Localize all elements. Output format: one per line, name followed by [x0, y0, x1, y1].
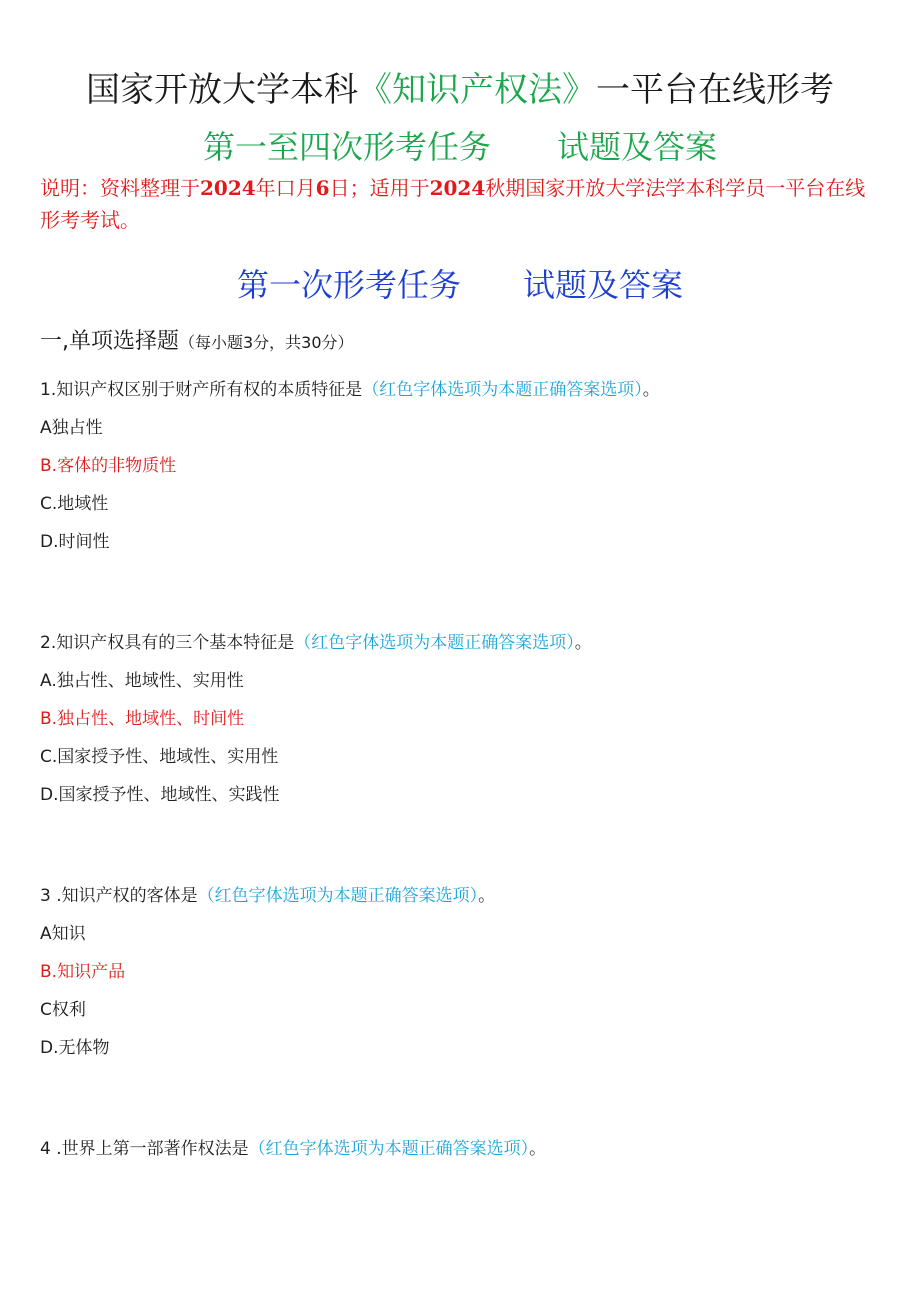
- answer-hint: （红色字体选项为本题正确答案选项）: [294, 633, 575, 653]
- question-3-text: 3 .知识产权的客体是: [40, 886, 198, 906]
- question-1-option-b-correct: B.客体的非物质性: [40, 456, 177, 476]
- question-2-text: 2.知识产权具有的三个基本特征是: [40, 633, 295, 653]
- question-3-option-a: A知识: [40, 924, 86, 944]
- question-3-option-d: D.无体物: [40, 1038, 110, 1058]
- note-text-4: 日；适用于: [329, 176, 430, 200]
- note-day: 6: [315, 176, 330, 200]
- note-text-2: 年: [255, 176, 276, 200]
- subtitle-right: 试题及答案: [557, 128, 718, 166]
- note-year-1: 2024: [200, 176, 256, 200]
- answer-hint: （红色字体选项为本题正确答案选项）: [362, 380, 643, 400]
- question-1-option-c: C.地域性: [40, 494, 109, 514]
- stem-period: 。: [478, 886, 496, 906]
- section-title-right: 试题及答案: [523, 266, 684, 304]
- question-2-option-c: C.国家授予性、地域性、实用性: [40, 747, 279, 767]
- question-3-option-b-correct: B.知识产品: [40, 962, 126, 982]
- section-title: [0, 264, 920, 306]
- title-prefix: 国家开放大学本科: [86, 70, 358, 110]
- note-month: 口: [275, 176, 296, 200]
- question-1-stem: [40, 378, 660, 402]
- stem-period: 。: [642, 380, 660, 400]
- question-1-option-a: A独占性: [40, 418, 103, 438]
- question-2-option-d: D.国家授予性、地域性、实践性: [40, 785, 280, 805]
- document-title: [0, 68, 920, 112]
- subtitle-left: 第一至四次形考任务: [202, 128, 491, 166]
- question-3-option-c: C权利: [40, 1000, 86, 1020]
- stem-period: 。: [574, 633, 592, 653]
- title-course: 《知识产权法》: [358, 70, 596, 110]
- question-4-text: 4 .世界上第一部著作权法是: [40, 1139, 249, 1159]
- description-note: [40, 172, 880, 236]
- note-text-1: 说明：资料整理于: [40, 176, 200, 200]
- question-2-option-a: A.独占性、地域性、实用性: [40, 671, 244, 691]
- document-subtitle: [0, 126, 920, 168]
- note-text-5: 秋期国家开放大学法学本科学员一平台在线形考考试。: [40, 176, 866, 232]
- question-4-stem: [40, 1137, 546, 1161]
- question-2-stem: [40, 631, 592, 655]
- note-year-2: 2024: [429, 176, 486, 200]
- question-type-heading: [40, 326, 354, 359]
- question-3-stem: [40, 884, 495, 908]
- question-1-text: 1.知识产权区别于财产所有权的本质特征是: [40, 380, 363, 400]
- question-type-score: （每小题3分，共30分）: [179, 333, 354, 352]
- section-title-left: 第一次形考任务: [236, 266, 461, 304]
- question-2-option-b-correct: B.独占性、地域性、时间性: [40, 709, 245, 729]
- answer-hint: （红色字体选项为本题正确答案选项）: [197, 886, 479, 906]
- question-type-label: 一,单项选择题: [40, 329, 179, 354]
- question-1-option-d: D.时间性: [40, 532, 110, 552]
- answer-hint: （红色字体选项为本题正确答案选项）: [248, 1139, 530, 1159]
- title-suffix: 一平台在线形考: [596, 70, 834, 110]
- stem-period: 。: [529, 1139, 547, 1159]
- note-text-3: 月: [295, 176, 316, 200]
